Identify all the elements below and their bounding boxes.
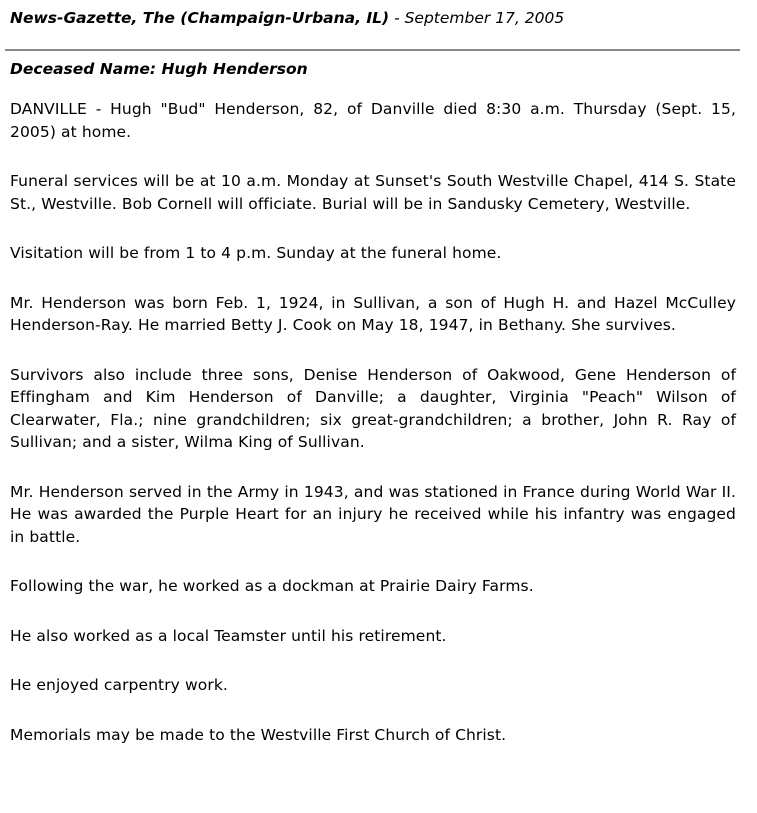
obituary-paragraph: Memorials may be made to the Westville First Church of Christ. [10,725,507,744]
deceased-name-heading: Deceased Name: Hugh Henderson [10,60,308,78]
obituary-paragraph: Funeral services will be at 10 a.m. Monday at Sunset's South Westville Chapel, 414 S. State St., Westville. Bob Cornell will officiate. Burial will be in Sandusky Cemetery, Westville. [10,172,736,213]
header-divider [5,49,740,51]
publication-header [10,8,564,28]
publication-date: - September 17, 2005 [389,9,565,27]
obituary-paragraph: Following the war, he worked as a dockman at Prairie Dairy Farms. [10,577,534,595]
obituary-paragraph: Survivors also include three sons, Denise Henderson of Oakwood, Gene Henderson of Effingham and Kim Henderson of Danville; a daughter, Virginia "Peach" Wilson of Clearwater, Fla.; nine grandchildren; six great-grandchildren; a brother, John R. Ray of Sullivan; and a sister, Wilma King of Sullivan. [10,365,736,451]
obituary-paragraph: DANVILLE - Hugh "Bud" Henderson, 82, of Danville died 8:30 a.m. Thursday (Sept. 15, 2005) at home. [10,100,736,141]
obituary-paragraph: He enjoyed carpentry work. [10,676,228,694]
obituary-paragraph: Visitation will be from 1 to 4 p.m. Sunday at the funeral home. [10,244,502,262]
obituary-body [10,98,736,773]
obituary-paragraph: Mr. Henderson was born Feb. 1, 1924, in Sullivan, a son of Hugh H. and Hazel McCulley Henderson-Ray. He married Betty J. Cook on May 18, 1947, in Bethany. She survives. [10,293,736,334]
obituary-paragraph: He also worked as a local Teamster until his retirement. [10,626,447,645]
newspaper-name: News-Gazette, The (Champaign-Urbana, IL) [10,9,390,27]
obituary-paragraph: Mr. Henderson served in the Army in 1943, and was stationed in France during World War II. He was awarded the Purple Heart for an injury he received while his infantry was engaged in battle. [10,482,736,546]
